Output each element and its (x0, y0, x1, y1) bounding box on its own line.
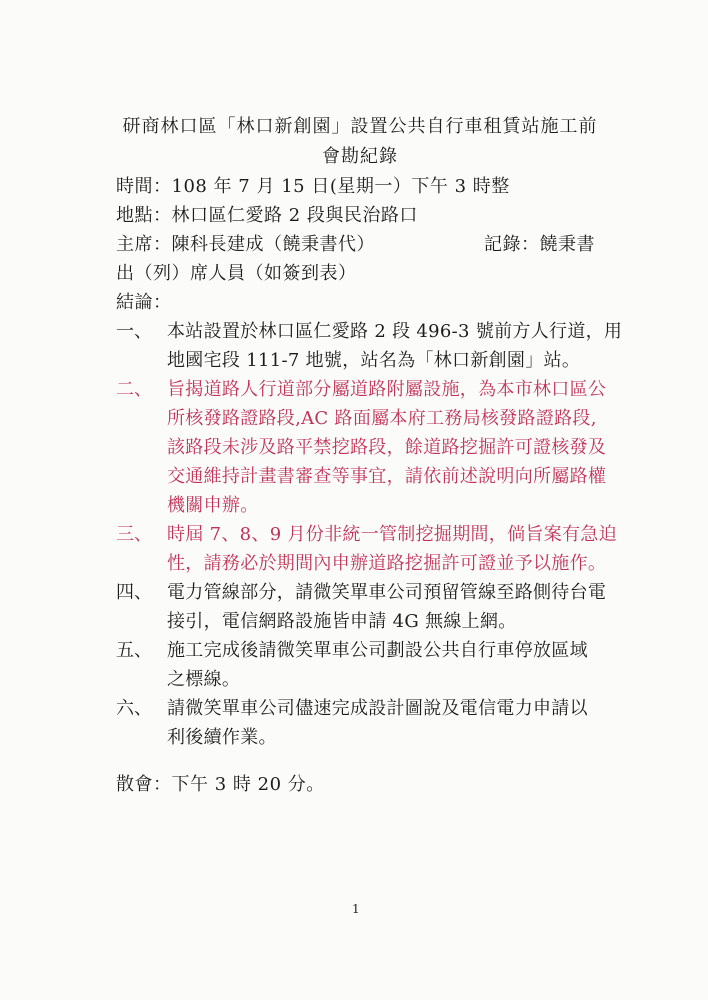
meeting-chair: 主席：陳科長建成（饒秉書代） (116, 234, 375, 255)
item-line: 施工完成後請微笑單車公司劃設公共自行車停放區域 (167, 640, 588, 661)
item-line: 電力管線部分，請微笑單車公司預留管線至路側待台電 (167, 582, 607, 603)
adjourn-time: 散會：下午 3 時 20 分。 (116, 774, 325, 795)
meeting-recorder: 記錄：饒秉書 (484, 234, 595, 255)
document-title-line-2: 會勘紀錄 (322, 146, 398, 167)
item-line: 利後續作業。 (167, 727, 277, 748)
meeting-attendees: 出（列）席人員（如簽到表） (116, 263, 357, 284)
item-line: 該路段未涉及路平禁挖路段，餘道路挖掘許可證核發及 (167, 437, 607, 458)
item-number: 六、 (116, 698, 152, 719)
item-line: 旨揭道路人行道部分屬道路附屬設施，為本市林口區公 (167, 379, 607, 400)
conclusion-label: 結論： (116, 292, 172, 313)
item-line: 性，請務必於期間內申辦道路挖掘許可證並予以施作。 (167, 553, 607, 574)
item-line: 接引，電信網路設施皆申請 4G 無線上網。 (167, 611, 517, 632)
meeting-location: 地點：林口區仁愛路 2 段與民治路口 (116, 205, 418, 226)
meeting-time: 時間：108 年 7 月 15 日(星期一）下午 3 時整 (116, 176, 510, 197)
page-number: 1 (352, 902, 360, 916)
item-line: 所核發路證路段,AC 路面屬本府工務局核發路證路段, (167, 408, 597, 429)
item-number: 一、 (116, 321, 152, 342)
item-line: 請微笑單車公司儘速完成設計圖說及電信電力申請以 (167, 698, 588, 719)
item-line: 地國宅段 111-7 地號，站名為「林口新創園」站。 (167, 350, 581, 371)
item-line: 交通維持計畫書審查等事宜，請依前述說明向所屬路權 (167, 466, 607, 487)
document-title-line-1: 研商林口區「林口新創園」設置公共自行車租賃站施工前 (122, 116, 598, 137)
item-number: 二、 (116, 379, 152, 400)
item-number: 五、 (116, 640, 152, 661)
item-line: 機關申辦。 (167, 495, 259, 516)
item-number: 四、 (116, 582, 152, 603)
item-line: 本站設置於林口區仁愛路 2 段 496-3 號前方人行道，用 (167, 321, 623, 342)
item-line: 之標線。 (167, 669, 241, 690)
item-line: 時屆 7、8、9 月份非統一管制挖掘期間，倘旨案有急迫 (167, 524, 617, 545)
item-number: 三、 (116, 524, 152, 545)
